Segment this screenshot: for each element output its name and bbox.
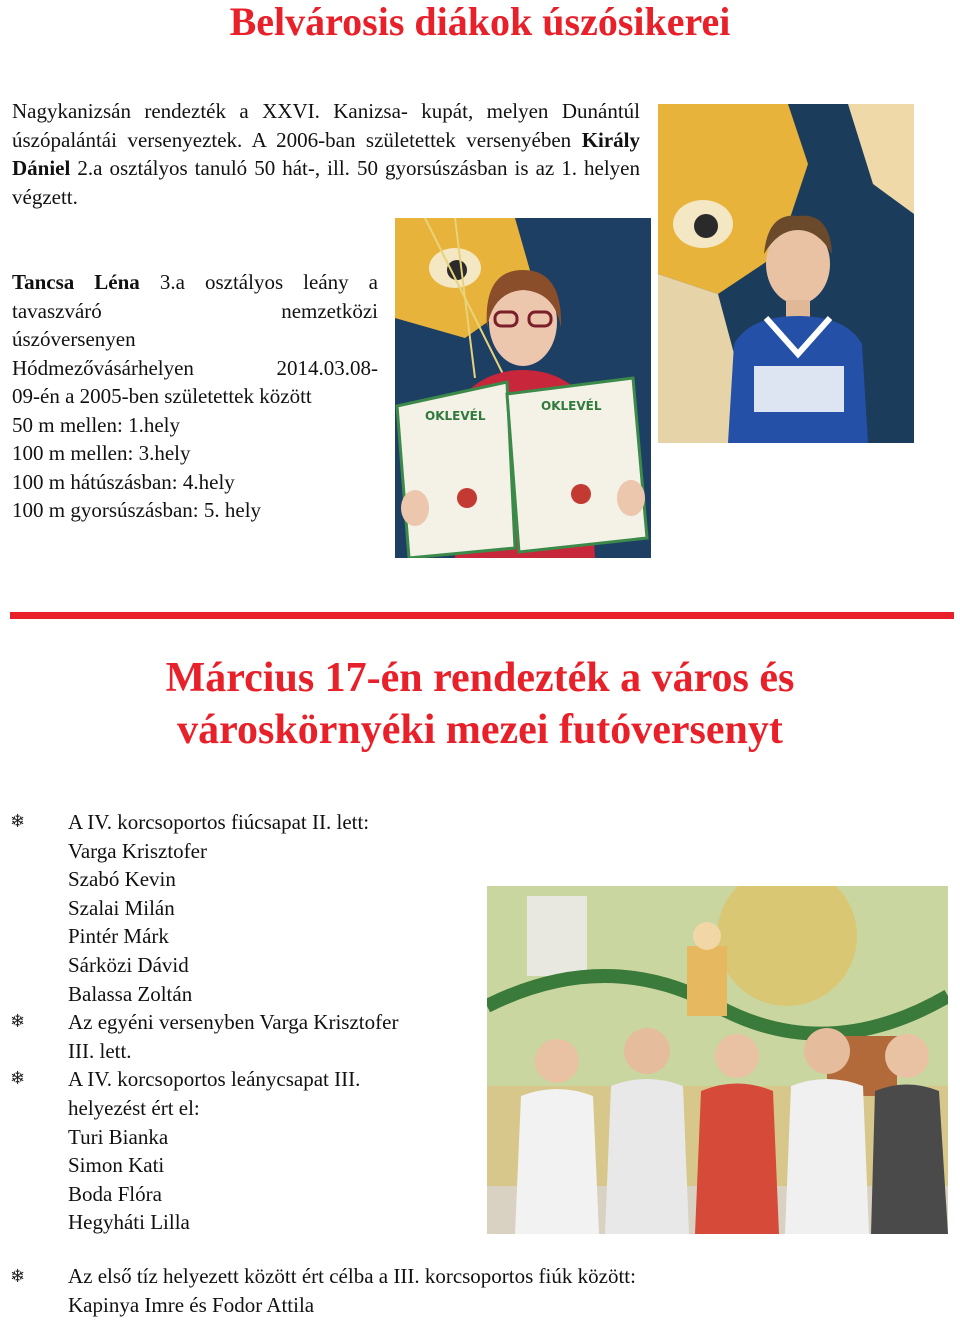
list-item: ❄ Az egyéni versenyben Varga Krisztofer III. lett. — [10, 1010, 399, 1063]
intro-paragraph — [12, 97, 640, 211]
certificate-label-left: OKLEVÉL — [425, 409, 486, 423]
lena-line-3: úszóversenyen — [12, 327, 136, 351]
intro-line-4: gyorsúszásban is az 1. helyen végzett. — [12, 156, 641, 209]
snowflake-bullet-icon: ❄ — [10, 811, 26, 832]
intro-line-1: Nagykanizsán rendezték a XXVI. Kanizsa- kupát, melyen — [12, 99, 549, 123]
lena-result-2: 100 m mellen: 3.hely — [12, 441, 191, 465]
list-item: ❄ A IV. korcsoportos leánycsapat III. helyezést ért el: Turi Bianka Simon Kati Boda Flóra Hegyháti Lilla — [10, 1067, 361, 1235]
footer-line-1: Az első tíz helyezett között ért célba a III. korcsoportos fiúk között: — [68, 1264, 636, 1288]
page-title: Belvárosis diákok úszósikerei — [229, 0, 731, 44]
snowflake-bullet-icon: ❄ — [10, 1011, 26, 1033]
results-list — [0, 808, 480, 1237]
intro-line-3: versenyében Király Dániel 2.a osztályos tanuló 50 hát-, ill. 50 — [12, 127, 641, 180]
section-title — [0, 652, 960, 756]
kiraly-daniel-name: Király Dániel — [12, 127, 641, 180]
section-title-line-2: városkörnyéki mezei futóversenyt — [177, 707, 783, 753]
footer-text — [0, 1262, 960, 1320]
snowflake-bullet-icon: ❄ — [10, 1068, 26, 1090]
certificate-label-right: OKLEVÉL — [541, 399, 602, 413]
photo-boys-team — [487, 886, 948, 1234]
lena-line-5: 09-én a 2005-ben születettek között — [12, 384, 312, 408]
lena-result-4: 100 m gyorsúszásban: 5. hely — [12, 498, 262, 522]
lena-line-1: Tancsa Léna 3.a osztályos leány a — [12, 270, 378, 294]
section-title-line-1: Március 17-én rendezték a város és — [165, 655, 795, 701]
intro-line-2: Dunántúl úszópalántái versenyeztek. A 2006-ban születettek — [12, 99, 640, 152]
lena-paragraph — [12, 268, 378, 525]
snowflake-bullet-icon: ❄ — [10, 1266, 26, 1287]
section-divider — [10, 612, 954, 619]
footer-line-2: Kapinya Imre és Fodor Attila — [68, 1293, 315, 1317]
lena-result-1: 50 m mellen: 1.hely — [12, 412, 180, 437]
lena-line-4: Hódmezővásárhelyen 2014.03.08- — [12, 355, 378, 380]
tancsa-lena-name: Tancsa Léna — [12, 270, 140, 294]
photo-girl-with-certificates — [395, 218, 651, 558]
list-item: ❄ A IV. korcsoportos fiúcsapat II. lett: Varga Krisztofer Szabó Kevin Szalai Milán Pintér Márk Sárközi Dávid Balassa Zoltán — [10, 810, 370, 1006]
lena-result-3: 100 m hátúszásban: 4.hely — [12, 469, 235, 494]
photo-boy — [658, 104, 914, 443]
list-item — [0, 1262, 960, 1320]
lena-line-2: tavaszváró nemzetközi — [12, 298, 378, 323]
